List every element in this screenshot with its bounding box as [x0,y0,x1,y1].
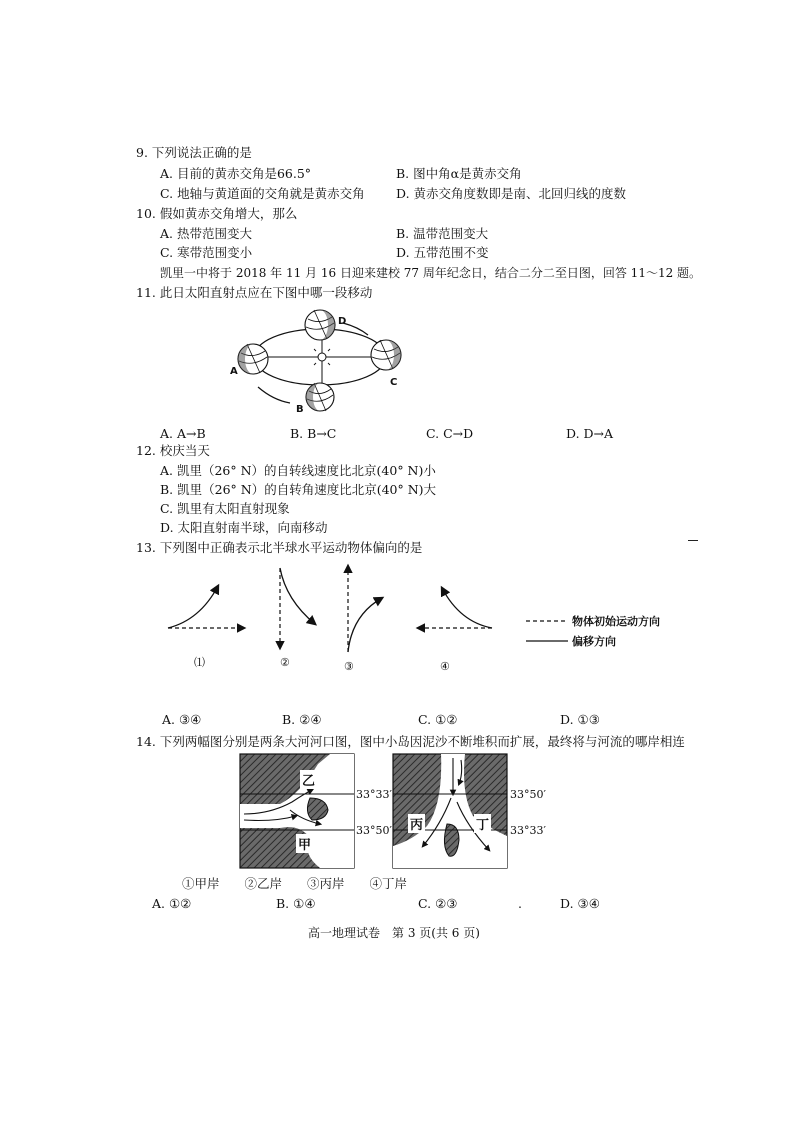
q12-option-a: A. 凯里（26° N）的自转线速度比北京(40° N)小 [160,463,436,478]
q11-option-d: D. D→A [566,426,614,441]
legend-deflection-direction: 偏移方向 [572,635,616,648]
page-footer: 高一地理试卷 第 3 页(共 6 页) [308,926,480,940]
fig13-num-2: ② [280,656,290,669]
q10-option-b: B. 温带范围变大 [396,226,489,241]
q13-stem: 13. 下列图中正确表示北半球水平运动物体偏向的是 [136,540,423,555]
q11-stem: 11. 此日太阳直射点应在下图中哪一段移动 [136,285,373,300]
q14-option-d: D. ③④ [560,896,600,911]
q9-stem: 9. 下列说法正确的是 [136,145,252,160]
q14-option-b: B. ①④ [276,896,316,911]
legend-initial-direction: 物体初始运动方向 [572,615,660,628]
q11-option-c: C. C→D [426,426,474,441]
map1-lat-1: 33°33′ [356,788,392,801]
q12-option-c: C. 凯里有太阳直射现象 [160,501,290,516]
map1-lat-2: 33°50′ [356,824,392,837]
q14-stray-dot: . [518,896,522,911]
q13-option-b: B. ②④ [282,712,322,727]
estuary-map-2 [393,754,507,868]
map2-lat-1: 33°50′ [510,788,546,801]
fig13-num-4: ④ [440,660,450,673]
map2-label-ding: 丁 [474,814,491,833]
q13-option-c: C. ①② [418,712,458,727]
map2-lat-2: 33°33′ [510,824,546,837]
q12-option-b: B. 凯里（26° N）的自转角速度比北京(40° N)大 [160,482,437,497]
q9-option-b: B. 图中角α是黄赤交角 [396,166,522,181]
q14-stem: 14. 下列两幅图分别是两条大河河口图，图中小岛因泥沙不断堆积而扩展，最终将与河流的哪岸相连 [136,734,685,749]
solstice-orbit-diagram [228,305,408,420]
q10-option-d: D. 五带范围不变 [396,245,489,260]
q13-option-a: A. ③④ [162,712,202,727]
q9-option-c: C. 地轴与黄道面的交角就是黄赤交角 [160,186,365,201]
q9-option-a: A. 目前的黄赤交角是66.5° [160,166,312,181]
q10-option-a: A. 热带范围变大 [160,226,252,241]
margin-mark [688,540,698,541]
map1-label-yi: 乙 [300,770,317,789]
orbit-label-b: B [296,404,304,415]
q12-stem: 12. 校庆当天 [136,443,210,458]
q11-option-b: B. B→C [290,426,337,441]
q14-bank-options: ①甲岸 ②乙岸 ③丙岸 ④丁岸 [182,876,408,891]
orbit-label-d: D [338,316,347,327]
fig13-num-3: ③ [344,660,354,673]
q11-option-a: A. A→B [160,426,206,441]
q10-stem: 10. 假如黄赤交角增大，那么 [136,206,298,221]
q10-option-c: C. 寒带范围变小 [160,245,253,260]
q13-option-d: D. ①③ [560,712,600,727]
map1-label-jia: 甲 [296,834,313,853]
orbit-label-c: C [390,377,398,388]
q12-option-d: D. 太阳直射南半球，向南移动 [160,520,328,535]
map2-label-bing: 丙 [408,814,425,833]
intro-11-12: 凯里一中将于 2018 年 11 月 16 日迎来建校 77 周年纪念日，结合二分二至日图，回答 11～12 题。 [160,266,702,280]
q14-option-c: C. ②③ [418,896,458,911]
q9-option-d: D. 黄赤交角度数即是南、北回归线的度数 [396,186,627,201]
fig13-num-1: ⑴ [194,656,205,669]
q14-option-a: A. ①② [152,896,192,911]
orbit-label-a: A [230,366,238,377]
